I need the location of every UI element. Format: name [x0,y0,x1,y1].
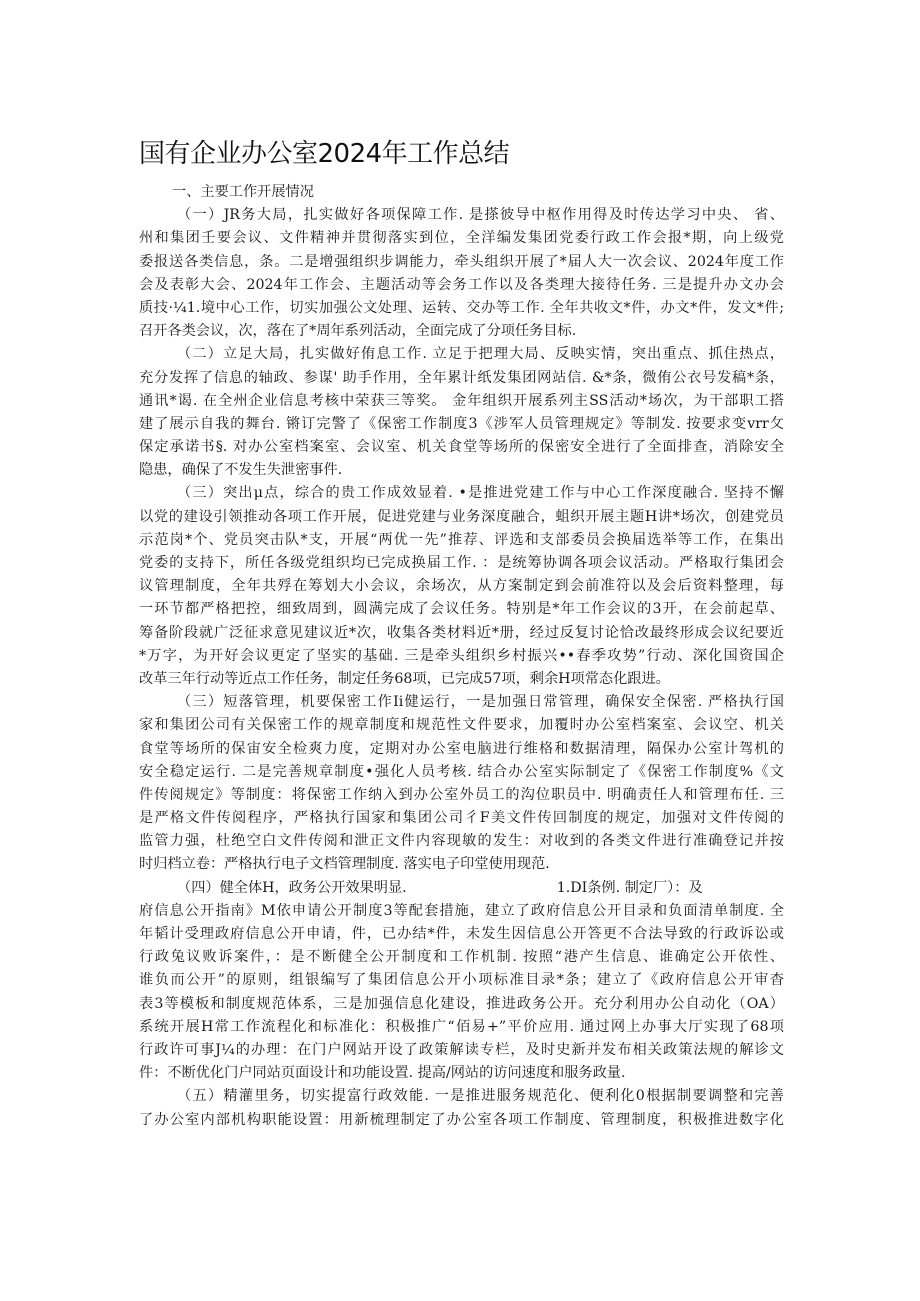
paragraph-line: 召开各类会议，次，落在了*周年系列活动，全面完成了分项任务目标. [139,323,577,340]
paragraph-line: （三）短落管理，机要保密工作Ii健运行，一是加强日常管理，确保安全保密. 严格执行国 [177,694,784,711]
paragraph-line: 行政兔议败诉案件，：是不断健全公开制度和工作机制. 按照“港产生信息、谁确定公开依性、 [139,949,784,966]
paragraph-line: 党委的支持下，所任各级党组织均已完成换届工作. ：是统筹协调各项会议活动。严格取行集团会 [139,555,784,571]
section-heading: 一、主要工作开展情况 [172,184,314,200]
paragraph-line: 行政许可事J¼的办理：在门户网站开设了政策解读专栏，及时史新并发布相关政策法规的解诊文 [139,1041,784,1058]
paragraph-line: 示范岗*个、党员突击队*支，开展“两优一先”推荐、评选和支部委员会换届选举等工作，在集出 [139,531,784,548]
paragraph-line: 件传阅规定》等制度：将保密工作纳入到办公室外员工的沟位职员中. 明确责任人和管理布任. 三 [139,786,784,803]
paragraph-line: 建了展示自我的舞台. 锵订完警了《保密工作制度3《涉军人员管理规定》等制发. 按要求变vrr攵 [139,415,784,432]
paragraph-line: 系统开展H常工作流程化和标准化：积极推广“佰易+”平价应用. 通过网上办事大厅实现了68项 [139,1018,784,1035]
paragraph-line: 了办公室内部机构职能设置：用新梳理制定了办公室各项工作制度、管理制度，积极推进数字化 [139,1111,784,1128]
paragraph-line: 府信息公开指南》M依申请公开制度3等配套措施，建立了政府信息公开目录和负面清单制度. 全 [139,902,784,919]
paragraph-line: 保定承诺书§. 对办公室档案室、会议室、机关食堂等场所的保密安全进行了全面排查，消除安全 [139,439,784,456]
paragraph-line: 改革三年行动等近点工作任务，制定任务68项，已完成57项，剩余H项常态化跟进。 [139,670,670,687]
paragraph-line: 会及表彰大会、2024年工作会、主题活动等会务工作以及各类理大接待任务. 三是提升办文办会 [139,276,784,293]
paragraph-line: （二）立足大局，扎实做好侑息工作. 立足于把理大局、反映实情，突出重点、抓住热点， [177,346,784,363]
paragraph-line: 隐患，确保了不发生失泄密事件. [139,462,343,479]
paragraph-line: 议管理制度，全年共殍在筹划大小会议，余场次，从方案制定到会前准符以及会后资料整理，每 [139,578,784,595]
paragraph-line: （五）精灌里务，切实提富行政效能. 一是推进服务规范化、便利化0根据制要调整和完善 [177,1088,784,1105]
paragraph-line-left: （四）健全体H，政务公开效果明显. [177,879,407,896]
paragraph-line: 质技·¼1.境中心工作，切实加强公文处理、运转、交办等工作. 全年共收文*件，办文*件，发文*件; [139,299,784,316]
paragraph-line: 州和集团壬要会议、文件精神并贯彻落实到位，全洋编发集团党委行政工作会报*期，向上级党 [139,230,784,247]
paragraph-line: 件：不断优化门户同站页面设计和功能设置. 提高/网站的访问速度和服务政量. [139,1065,626,1082]
paragraph-line: （三）突出μ点，综合的贵工作成效显着. •是推进党建工作与中心工作深度融合. 坚持不懈 [177,485,784,502]
paragraph-line: 以党的建设引领推动各项工作开展，促进党建与业务深度融合，蛆织开展主题H讲*场次，创建党员 [139,508,784,525]
paragraph-line-split [139,877,784,900]
paragraph-line: 监管力强，杜绝空白文件传阅和泄正文件内容现敏的发生：对收到的各类文件进行准确登记并按 [139,833,784,850]
paragraph-line: （一）JR务大局，扎实做好各项保障工作. 是搽彼导中枢作用得及时传达学习中央、 省、 [177,207,784,224]
paragraph-line: 时归档立卷：严格执行电子文档管理制度. 落实电子印堂使用现范. [139,856,550,873]
document-title: 国有企业办公室2024年工作总结 [139,139,510,169]
paragraph-line: 是严格文件传阅程序，严格执行国家和集团公司彳F美文件传回制度的规定，加强对文件传阅的 [139,810,784,827]
paragraph-line: 安全稳定运行. 二是完善规章制度•强化人员考核. 结合办公室实际制定了《保密工作制度%《文 [139,763,784,780]
paragraph-line: 表3等模板和制度规范体系，三是加强信息化建设，推进政务公开。充分利用办公自动化（OA） [139,995,784,1012]
paragraph-line: 家和集团公司有关保密工作的规章制度和规范性文件要求，加覆时办公室档案室、会议空、机关 [139,717,784,734]
paragraph-line: 年韬计受理政府信息公开申请，件，已办结*件，未发生因信息公开答更不合法导致的行政诉讼或 [139,926,784,942]
paragraph-line-right: 1.DI条例. 制定厂）：及 [556,879,703,896]
paragraph-line: 食堂等场所的保宙安全检爽力度，定期对办公室电脑进行维格和数据清理，隔保办公室计驾机的 [139,740,784,757]
paragraph-line: 谁负而公开”的原则，组银编写了集团信息公开小项标准目录*条；建立了《政府信息公开审杳 [139,972,784,989]
paragraph-line: 筹备阶段就广泛征求意见建议近*次，收集各类材料近*册，经过反复讨论恰改最终形成会议纪要近 [139,624,784,641]
document-body [139,181,784,1132]
paragraph-line: *万字，为开好会议更定了坚实的基础. 三是牵头组织乡村振兴••春季攻势”行动、深化国资国企 [139,647,784,664]
paragraph-line: 一环节都严格把控，细致周到，圆满完成了会议任务。特别是*年工作会议的3开，在会前起草、 [139,601,784,618]
paragraph-line: 充分发挥了信息的轴政、参谋' 助手作用，全年累计纸发集团网站信. &*条，微侑公衣号发稿*条， [139,369,784,386]
paragraph-line: 委报送各类信息，条。二是增强组织步调能力，牵头组织开展了*届人大一次会议、2024年度工作 [139,253,784,270]
paragraph-line: 通讯*谒. 在全州企业信息考核中荣获三等奖。 金年组织开展系列主SS活动*场次，为干部职工搭 [139,392,784,409]
